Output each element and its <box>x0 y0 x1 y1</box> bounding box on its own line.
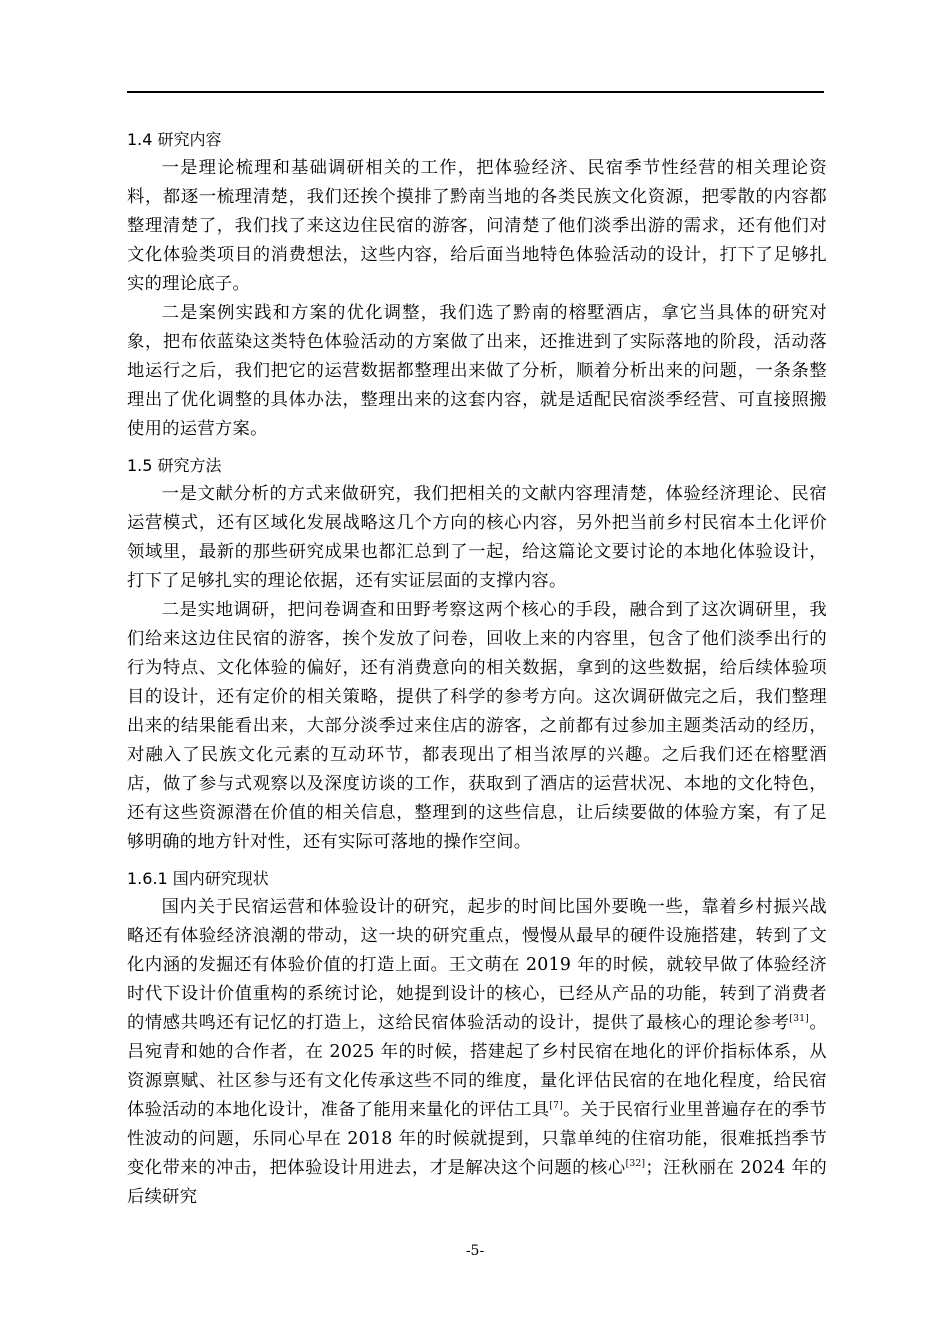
citation[interactable]: [31] <box>789 1014 810 1024</box>
paragraph-text: ；汪秋丽在 2024 年的后续研究 <box>127 1158 827 1207</box>
paragraph <box>127 893 827 1212</box>
section-1-6-1 <box>127 867 827 1212</box>
citation[interactable]: [7] <box>549 1101 564 1111</box>
section-heading: 1.5 研究方法 <box>127 456 222 475</box>
section-heading: 1.6.1 国内研究现状 <box>127 869 269 888</box>
page-number: -5- <box>465 1243 485 1259</box>
paragraph-text: 。关于民宿行业里普遍存在的季节性波动的问题，乐同心早在 2018 年的时候就提到，只靠单纯的住宿功能，很难抵挡季节变化带来的冲击，把体验设计用进去，才是解决这个问题的核心 <box>127 1100 827 1178</box>
header-rule <box>127 91 824 93</box>
document-body <box>127 128 827 1212</box>
paragraph: 一是理论梳理和基础调研相关的工作，把体验经济、民宿季节性经营的相关理论资料，都逐一梳理清楚，我们还挨个摸排了黔南当地的各类民族文化资源，把零散的内容都整理清楚了，我们找了来这边住民宿的游客，问清楚了他们淡季出游的需求，还有他们对文化体验类项目的消费想法，这些内容，给后面当地特色体验活动的设计，打下了足够扎实的理论底子。 <box>127 158 827 294</box>
paragraph: 二是案例实践和方案的优化调整，我们选了黔南的榕墅酒店，拿它当具体的研究对象，把布依蓝染这类特色体验活动的方案做了出来，还推进到了实际落地的阶段，活动落地运行之后，我们把它的运营数据都整理出来做了分析，顺着分析出来的问题，一条条整理出了优化调整的具体办法，整理出来的这套内容，就是适配民宿淡季经营、可直接照搬使用的运营方案。 <box>127 303 827 439</box>
paragraph: 一是文献分析的方式来做研究，我们把相关的文献内容理清楚，体验经济理论、民宿运营模式，还有区域化发展战略这几个方向的核心内容，另外把当前乡村民宿本土化评价领域里，最新的那些研究成果也都汇总到了一起，给这篇论文要讨论的本地化体验设计，打下了足够扎实的理论依据，还有实证层面的支撑内容。 <box>127 484 827 591</box>
paragraph: 二是实地调研，把问卷调查和田野考察这两个核心的手段，融合到了这次调研里，我们给来这边住民宿的游客，挨个发放了问卷，回收上来的内容里，包含了他们淡季出行的行为特点、文化体验的偏好，还有消费意向的相关数据，拿到的这些数据，给后续体验项目的设计，还有定价的相关策略，提供了科学的参考方向。这次调研做完之后，我们整理出来的结果能看出来，大部分淡季过来住店的游客，之前都有过参加主题类活动的经历，对融入了民族文化元素的互动环节，都表现出了相当浓厚的兴趣。之后我们还在榕墅酒店，做了参与式观察以及深度访谈的工作，获取到了酒店的运营状况、本地的文化特色，还有这些资源潜在价值的相关信息，整理到的这些信息，让后续要做的体验方案，有了足够明确的地方针对性，还有实际可落地的操作空间。 <box>127 600 827 852</box>
citation[interactable]: [32] <box>625 1159 646 1169</box>
section-heading: 1.4 研究内容 <box>127 130 222 149</box>
section-1-5 <box>127 454 827 857</box>
section-1-4 <box>127 128 827 444</box>
paragraph-text: 国内关于民宿运营和体验设计的研究，起步的时间比国外要晚一些，靠着乡村振兴战略还有体验经济浪潮的带动，这一块的研究重点，慢慢从最早的硬件设施搭建，转到了文化内涵的发掘还有体验价值的打造上面。王文萌在 2019 年的时候，就较早做了体验经济时代下设计价值重构的系统讨论，她提到设计的核心，已经从产品的功能，转到了消费者的情感共鸣还有记忆的打造上，这给民宿体验活动的设计，提供了最核心的理论参考 <box>127 897 827 1033</box>
paragraph-text: 。吕宛青和她的合作者，在 2025 年的时候，搭建起了乡村民宿在地化的评价指标体系，从资源禀赋、社区参与还有文化传承这些不同的维度，量化评估民宿的在地化程度，给民宿体验活动的本地化设计，准备了能用来量化的评估工具 <box>127 1013 827 1120</box>
